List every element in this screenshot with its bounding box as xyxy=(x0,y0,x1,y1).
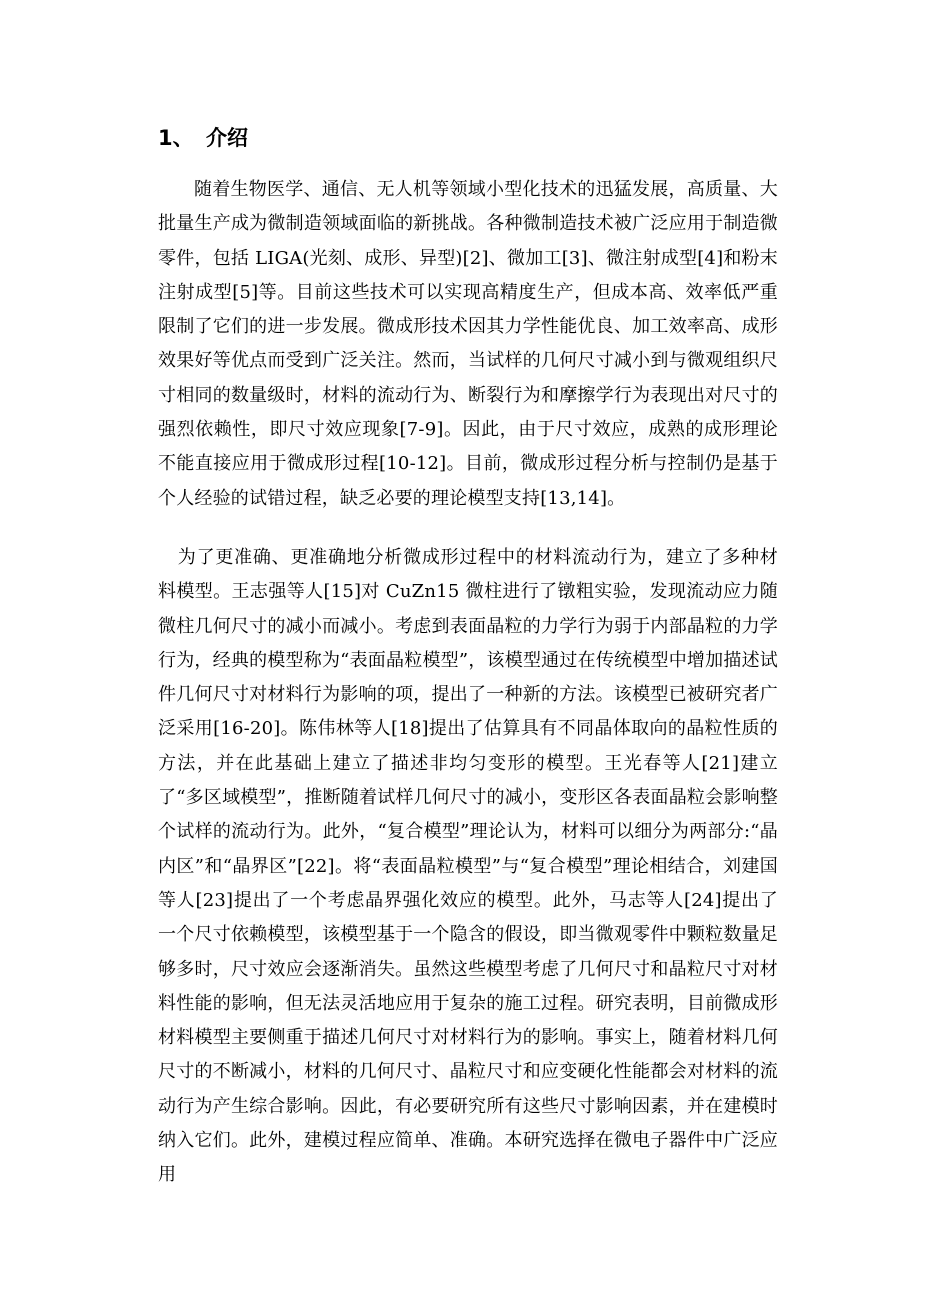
section-number: 1、 xyxy=(158,126,194,150)
paragraph-introduction-1: 随着生物医学、通信、无人机等领域小型化技术的迅猛发展，高质量、大批量生产成为微制造领域面临的新挑战。各种微制造技术被广泛应用于制造微零件，包括 LIGA(光刻、成形、异型)[2]、微加工[3]、微注射成型[4]和粉末注射成型[5]等。目前这些技术可以实现高精度生产，但成本高、效率低严重限制了它们的进一步发展。微成形技术因其力学性能优良、加工效率高、成形效果好等优点而受到广泛关注。然而，当试样的几何尺寸减小到与微观组织尺寸相同的数量级时，材料的流动行为、断裂行为和摩擦学行为表现出对尺寸的强烈依赖性，即尺寸效应现象[7-9]。因此，由于尺寸效应，成熟的成形理论不能直接应用于微成形过程[10-12]。目前，微成形过程分析与控制仍是基于个人经验的试错过程，缺乏必要的理论模型支持[13,14]。 xyxy=(158,179,778,509)
section-heading xyxy=(158,124,248,152)
section-title: 介绍 xyxy=(206,126,248,150)
paragraph-introduction-2: 为了更准确、更准确地分析微成形过程中的材料流动行为，建立了多种材料模型。王志强等人[15]对 CuZn15 微柱进行了镦粗实验，发现流动应力随微柱几何尺寸的减小而减小。考虑到表面晶粒的力学行为弱于内部晶粒的力学行为，经典的模型称为“表面晶粒模型”，该模型通过在传统模型中增加描述试件几何尺寸对材料行为影响的项，提出了一种新的方法。该模型已被研究者广泛采用[16-20]。陈伟林等人[18]提出了估算具有不同晶体取向的晶粒性质的方法，并在此基础上建立了描述非均匀变形的模型。王光春等人[21]建立了“多区域模型”，推断随着试样几何尺寸的减小，变形区各表面晶粒会影响整个试样的流动行为。此外，“复合模型”理论认为，材料可以细分为两部分:“晶内区”和“晶界区”[22]。将“表面晶粒模型”与“复合模型”理论相结合，刘建国等人[23]提出了一个考虑晶界强化效应的模型。此外，马志等人[24]提出了一个尺寸依赖模型，该模型基于一个隐含的假设，即当微观零件中颗粒数量足够多时，尺寸效应会逐渐消失。虽然这些模型考虑了几何尺寸和晶粒尺寸对材料性能的影响，但无法灵活地应用于复杂的施工过程。研究表明，目前微成形材料模型主要侧重于描述几何尺寸对材料行为的影响。事实上，随着材料几何尺寸的不断减小，材料的几何尺寸、晶粒尺寸和应变硬化性能都会对材料的流动行为产生综合影响。因此，有必要研究所有这些尺寸影响因素，并在建模时纳入它们。此外，建模过程应简单、准确。本研究选择在微电子器件中广泛应用 xyxy=(158,547,778,1186)
